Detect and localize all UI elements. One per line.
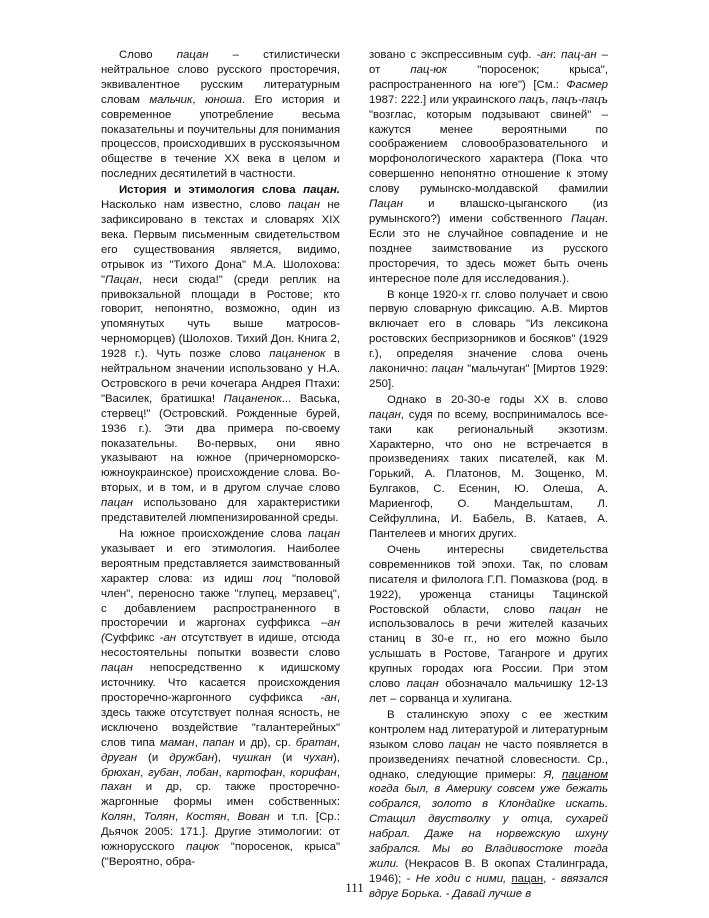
paragraph [369, 48, 608, 287]
text-run: указывает и его этимология. Наиболее вероятным представляется заимствованный характер слова: из идиш [101, 542, 340, 585]
page-number: 111 [345, 880, 364, 895]
text-run: не часто появляется в произведениях печатной словесности. Ср., однако, следующие примеры: [369, 738, 608, 781]
text-run: , [132, 811, 144, 824]
text-run: "поросенок; крыса", распространенного на юге") [См.: [369, 63, 608, 91]
text-run: корифан [290, 766, 337, 779]
text-run: , судя по всему, воспринималось все-таки как региональный экзотизм. Характерно, что оно не встречается в произведениях таких писателей, как М. Горький, А. Платонов, М. Зощенко, М. Булгаков, С. Есенин, Ю. Олеша, А. Мариенгоф, О. Мандельштам, Л. Сейфуллина, И. Бабель, В. Катаев, А. Пантелеев и многих других. [369, 408, 608, 540]
text-run: Пацаненок [223, 392, 282, 405]
text-run: Пацан [369, 198, 403, 211]
text-run: Пацан [570, 212, 605, 225]
text-run: Я, [543, 768, 563, 781]
text-run: , [192, 93, 205, 106]
text-run: пацан [406, 678, 439, 691]
text-run: , [336, 766, 340, 779]
text-run: пацан [308, 528, 340, 540]
paragraph [369, 393, 608, 542]
text-run: Однако в 20-30-е годы XX в. слово [387, 393, 608, 406]
text-run: брюхан [101, 766, 141, 779]
text-run: –ан ( [101, 617, 340, 645]
text-run: , [226, 811, 238, 824]
text-run: отсутствует в идише, отсюда несостоятельны попытки возвести слово [101, 632, 340, 660]
text-run: пацан [369, 408, 401, 421]
text-run: , - [543, 872, 561, 885]
text-run: (и [271, 751, 304, 764]
paragraph [369, 543, 608, 707]
text-run: картофан [226, 766, 283, 779]
text-run: чухан [303, 751, 334, 764]
text-run: Вован [237, 811, 270, 824]
text-run: Слово [119, 49, 177, 61]
text-run: -ан [320, 691, 337, 704]
text-run: В сталинскую эпоху с ее жестким контролем над литературой и литературным языком слово [369, 708, 608, 751]
text-run: пацан [101, 497, 133, 510]
left-column [101, 48, 340, 870]
paragraph [101, 527, 340, 870]
text-run: пацаненок [269, 348, 326, 361]
text-run: , [175, 811, 186, 824]
text-run: Колян [101, 811, 133, 824]
text-run: и др), ср. [234, 736, 296, 749]
text-run: братан [295, 736, 337, 749]
text-run: пахан [101, 781, 132, 794]
text-run: -ан [159, 632, 177, 645]
text-run: Очень интересны свидетельства современников той эпохи. Так, по словам писателя и филолога Г.П. Помазкова (род. в 1922), уроженца станицы Тацинской Ростовской области, слово [369, 543, 608, 616]
text-run: -ан [536, 49, 553, 61]
text-run: пацан [549, 603, 581, 616]
paragraph [369, 288, 608, 392]
text-run: маман [160, 736, 195, 749]
text-run: обозначало мальчишку 12-13 лет – сорванца и хулигана. [369, 678, 608, 705]
text-run: друган [101, 751, 138, 764]
text-run: – от [369, 49, 608, 76]
text-run: и т.п. [Ср.: Дьячок 2005: 171.]. Другие этимологии: от южнорусского [101, 811, 340, 854]
text-run: юноша [204, 93, 242, 106]
text-run: поц [262, 572, 282, 585]
text-run: , неси сюда!" (среди реплик на привокзальной площади в Ростове; кто говорит, непонятно, возможно, один из упомянутых чуть выше матросов-черноморцев) (Шолохов. Тихий Дон. Книга 2, 1928 г.). Чуть позже слово [101, 273, 340, 361]
text-run: ... Васька, стервец!" (Островский. Рожденные бурей, 1936 г.). Эти два примера по-своему показательны. Во-первых, они явно указывают на южное (причерноморско-южноукраинское) происхождение слова. Во-вторых, и в том, и в другом случае слово [101, 392, 340, 495]
text-run: в нейтральном значении использовано у Н.А. Островского в речи кочегара Андрея Птахи: "Василек, братишка! [101, 348, 340, 405]
text-run: "мальчуган" [Миртов 1929: 250]. [369, 363, 608, 390]
text-run: – стилистически нейтральное слово русского просторечия, эквивалентное русским литературным словам [101, 49, 340, 106]
text-run: "половой член", переносно также "глупец, мерзавец", с добавлением распространенного в просторечии и жаргонах суффикса [101, 572, 340, 630]
text-run: не зафиксировано в текстах и словарях XIX века. Первым письменным свидетельством его существования является, видимо, отрывок из "Тихого Дона" М.А. Шолохова: " [101, 199, 341, 286]
text-run: ввязался вдруг Борька. - Давай лучше в [369, 872, 608, 900]
text-run: , [282, 766, 291, 779]
text-run: губан [148, 766, 179, 779]
text-run: : [552, 49, 562, 61]
text-run: пац-юк [410, 63, 448, 76]
text-run: , [336, 736, 340, 749]
text-run: непосредственно к идишскому источнику. Что касается происхождения просторечно-жаргонного суффикса [101, 662, 340, 704]
text-run: "возглас, которым подзывают свиней" – кажутся менее вероятными по соображением словообразовательного и морфонологического характера (Пока что совершенно непонятно отношение к этому слову румынско-молдавской фамилии [369, 108, 608, 196]
text-run: пацаном [562, 768, 609, 781]
text-run: когда был, в Америку совсем уже бежать собрался, золото в Клондайке искать. Стащил двустволку у отца, сухарей набрал. Даже на норвежскую шхуну забрался. Мы во Владивостоке тогда жили. [369, 783, 608, 870]
text-run: , [178, 766, 187, 779]
text-run: История и этимология слова [119, 184, 304, 197]
text-run: Костян [186, 811, 227, 824]
text-run: использовано для характеристики представителей люмпенизированной среды. [101, 497, 340, 525]
paragraph [101, 48, 340, 182]
text-run: . Его история и современное употребление весьма показательны и поучительны для понимания процессов, происходивших в русскоязычном обществе в течение XX века в целом и последних десятилетий в частности. [101, 93, 340, 181]
text-run: зовано с экспрессивным суф. [369, 49, 537, 61]
text-run: пацъ-пацъ [551, 93, 608, 106]
paragraph [101, 183, 340, 526]
text-run: не использовалось в речи жителей казачьих станиц в 30-е гг., но его можно было услышать в Ростове, Таганроге и других крупных городах юга России. При этом слово [369, 603, 608, 691]
text-run: дружбан [169, 751, 215, 764]
text-run: пац-ан [561, 49, 597, 61]
text-run: Насколько нам известно, слово [101, 199, 289, 212]
text-run: папан [202, 736, 235, 749]
text-run: ), [214, 751, 233, 764]
text-run: (и [137, 751, 170, 764]
text-run: пацан [101, 662, 133, 675]
right-column [369, 48, 608, 902]
text-run: , [194, 736, 203, 749]
paragraph [369, 708, 608, 902]
text-run: На южное происхождение слова [119, 528, 309, 540]
text-run: Толян [143, 811, 176, 824]
text-run: лобан [186, 766, 219, 779]
text-run: пацан [511, 872, 544, 885]
text-run: чушкан [232, 751, 272, 764]
text-run: пацюк [186, 841, 220, 854]
text-run: пацан [431, 363, 464, 376]
text-run: пацъ [519, 93, 546, 106]
text-run: и др, ср. также просторечно-жаргонные формы имен собственных: [101, 781, 340, 809]
text-run: мальчик [149, 93, 193, 106]
text-run: пацан [448, 738, 481, 751]
text-run: 1987: 222.] или украинского [369, 93, 520, 106]
text-run: Суффикс [104, 632, 160, 645]
text-run: пацан. [303, 184, 340, 197]
text-run: пацан [176, 49, 209, 61]
text-run: Фасмер [566, 78, 608, 91]
text-run: В конце 1920-х гг. слово получает и свою первую словарную фиксацию. А.В. Миртов включает его в словарь "Из лексикона ростовских беспризорников и босяков" (1929 г.), определяя значение слова очень лаконично: [369, 288, 608, 376]
text-run: (Некрасов В. В окопах Сталинграда, 1946); - [369, 857, 608, 885]
text-run: и влашско-цыганского (из румынского?) имени собственного [369, 198, 608, 225]
text-run: ), [333, 751, 340, 764]
text-run: , [545, 93, 552, 106]
text-run: . Если это не случайное совпадение и не позднее заимствование из русского просторечия, то здесь может быть очень интересное поле для исследования.). [369, 212, 608, 285]
text-run: , здесь также отсутствует полная ясность, не исключено воздействие "галантерейных" слов типа [101, 691, 340, 749]
text-run: Пацан [105, 273, 139, 286]
text-run: Не ходи с ними, [415, 872, 512, 885]
text-run: , [140, 766, 149, 779]
text-run: пацан [288, 199, 320, 212]
text-run: "поросенок, крыса" ("Вероятно, обра- [101, 841, 340, 868]
text-run: , [218, 766, 227, 779]
